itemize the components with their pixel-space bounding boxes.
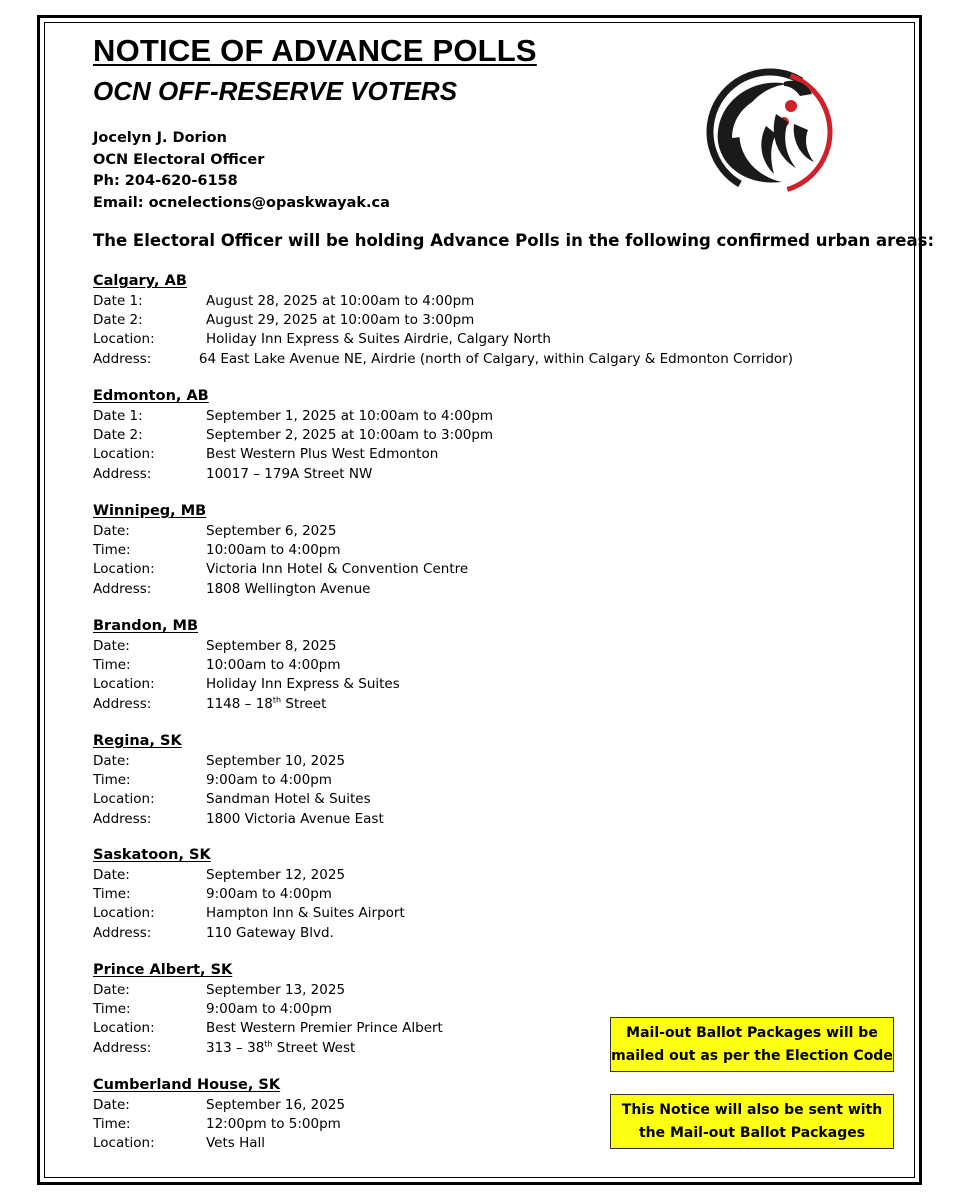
detail-row: [93, 675, 793, 694]
section-regina: [93, 732, 793, 828]
section-title: Edmonton, AB: [93, 388, 209, 404]
row-value: Holiday Inn Express & Suites: [206, 676, 400, 693]
row-label: Address:: [93, 695, 152, 712]
address-street: Street West: [272, 1039, 356, 1056]
row-label: Date:: [93, 1096, 130, 1113]
row-label: Date:: [93, 752, 130, 769]
row-value: September 10, 2025: [206, 752, 346, 769]
section-title: Cumberland House, SK: [93, 1077, 281, 1093]
row-label: Date 2:: [93, 426, 143, 443]
row-value: Hampton Inn & Suites Airport: [206, 905, 405, 922]
detail-row: [93, 884, 793, 903]
row-value: 9:00am to 4:00pm: [206, 1000, 332, 1017]
section-title: Winnipeg, MB: [93, 503, 207, 519]
row-label: Address:: [93, 1039, 152, 1056]
row-value: [206, 696, 326, 712]
section-title: Saskatoon, SK: [93, 847, 211, 863]
detail-row: [93, 521, 793, 540]
detail-row: [93, 636, 793, 655]
row-label: Location:: [93, 331, 155, 348]
row-value: 10:00am to 4:00pm: [206, 656, 341, 673]
detail-row: [93, 865, 793, 884]
row-label: Location:: [93, 561, 155, 578]
detail-row: [93, 560, 793, 579]
row-value: Sandman Hotel & Suites: [206, 791, 371, 808]
row-label: Date:: [93, 637, 130, 654]
row-value: 9:00am to 4:00pm: [206, 771, 332, 788]
row-label: Address:: [93, 810, 152, 827]
row-label: Time:: [93, 885, 131, 902]
detail-row: [93, 751, 793, 770]
detail-row: [93, 770, 793, 789]
address-number: 1148 – 18: [206, 695, 273, 712]
row-label: Address:: [93, 465, 152, 482]
notice-line: This Notice will also be sent with: [621, 1101, 883, 1118]
contact-block: [93, 128, 390, 214]
row-label: Time:: [93, 1000, 131, 1017]
row-value: September 13, 2025: [206, 981, 346, 998]
contact-name: Jocelyn J. Dorion: [93, 130, 227, 146]
mail-out-notice-box: [610, 1017, 894, 1072]
row-label: Date 1:: [93, 292, 143, 309]
detail-row: [93, 425, 793, 444]
section-title: Regina, SK: [93, 733, 182, 749]
row-value: 12:00pm to 5:00pm: [206, 1115, 341, 1132]
detail-row: [93, 291, 793, 310]
section-brandon: [93, 617, 793, 713]
row-label: Time:: [93, 1115, 131, 1132]
row-label: Time:: [93, 541, 131, 558]
row-label: Location:: [93, 446, 155, 463]
row-value: Victoria Inn Hotel & Convention Centre: [206, 561, 469, 578]
eagle-logo-icon: [696, 64, 842, 200]
row-value: 1800 Victoria Avenue East: [206, 810, 384, 827]
contact-role: OCN Electoral Officer: [93, 151, 265, 168]
detail-row: [93, 999, 793, 1018]
detail-row: [93, 904, 793, 923]
row-value: August 28, 2025 at 10:00am to 4:00pm: [206, 292, 475, 309]
row-label: Time:: [93, 771, 131, 788]
row-value: Holiday Inn Express & Suites Airdrie, Calgary North: [206, 331, 551, 348]
detail-row: [93, 330, 793, 349]
row-value: September 6, 2025: [206, 522, 337, 539]
detail-row: [93, 445, 793, 464]
row-value: 1808 Wellington Avenue: [206, 580, 371, 597]
row-label: Location:: [93, 791, 155, 808]
address-number: 313 – 38: [206, 1039, 265, 1056]
detail-row: [93, 464, 793, 483]
row-value: August 29, 2025 at 10:00am to 3:00pm: [206, 311, 475, 328]
address-street: Street: [281, 695, 327, 712]
section-title: Prince Albert, SK: [93, 962, 233, 978]
row-value: 10:00am to 4:00pm: [206, 541, 341, 558]
row-label: Date:: [93, 522, 130, 539]
row-label: Location:: [93, 1135, 155, 1152]
section-saskatoon: [93, 846, 793, 942]
section-winnipeg: [93, 502, 793, 598]
detail-row: [93, 809, 793, 828]
notice-line: the Mail-out Ballot Packages: [638, 1124, 866, 1141]
detail-row: [93, 694, 793, 713]
row-value: 110 Gateway Blvd.: [206, 924, 334, 941]
row-value: Vets Hall: [206, 1135, 266, 1152]
ordinal-suffix: th: [272, 695, 282, 705]
row-value: 64 East Lake Avenue NE, Airdrie (north of Calgary, within Calgary & Edmonton Corridor): [198, 350, 793, 367]
row-label: Date:: [93, 866, 130, 883]
detail-row: [93, 980, 793, 999]
row-label: Location:: [93, 1020, 155, 1037]
notice-sent-with-packages-box: [610, 1094, 894, 1149]
row-value: 10017 – 179A Street NW: [206, 465, 373, 482]
row-label: Address:: [93, 350, 152, 367]
contact-email: Email: ocnelections@opaskwayak.ca: [93, 194, 390, 211]
page-title: NOTICE OF ADVANCE POLLS: [93, 33, 537, 68]
page-subtitle: OCN OFF-RESERVE VOTERS: [93, 76, 458, 106]
row-value: September 2, 2025 at 10:00am to 3:00pm: [206, 426, 494, 443]
row-value: 9:00am to 4:00pm: [206, 885, 332, 902]
row-label: Time:: [93, 656, 131, 673]
row-label: Date 1:: [93, 407, 143, 424]
detail-row: [93, 923, 793, 942]
detail-row: [93, 310, 793, 329]
detail-row: [93, 406, 793, 425]
row-label: Date 2:: [93, 311, 143, 328]
ordinal-suffix: th: [264, 1039, 273, 1049]
row-label: Address:: [93, 924, 152, 941]
section-edmonton: [93, 387, 793, 483]
row-label: Address:: [93, 580, 152, 597]
detail-row: [93, 540, 793, 559]
row-value: Best Western Premier Prince Albert: [206, 1020, 443, 1037]
detail-row: [93, 349, 793, 368]
row-value: Best Western Plus West Edmonton: [206, 446, 439, 463]
row-value: September 8, 2025: [206, 637, 337, 654]
section-calgary: [93, 272, 793, 368]
row-label: Location:: [93, 905, 155, 922]
row-label: Date:: [93, 981, 130, 998]
notice-line: Mail-out Ballot Packages will be: [626, 1024, 878, 1041]
row-label: Location:: [93, 676, 155, 693]
section-title: Brandon, MB: [93, 618, 199, 634]
detail-row: [93, 655, 793, 674]
row-value: September 1, 2025 at 10:00am to 4:00pm: [206, 407, 494, 424]
row-value: September 12, 2025: [206, 866, 346, 883]
detail-row: [93, 790, 793, 809]
intro-statement: The Electoral Officer will be holding Advance Polls in the following confirmed urban areas:: [93, 231, 935, 250]
notice-line: mailed out as per the Election Code: [611, 1047, 893, 1064]
section-title: Calgary, AB: [93, 273, 187, 289]
detail-row: [93, 579, 793, 598]
row-value: September 16, 2025: [206, 1096, 346, 1113]
row-value: [206, 1040, 355, 1056]
contact-phone: Ph: 204-620-6158: [93, 173, 238, 189]
